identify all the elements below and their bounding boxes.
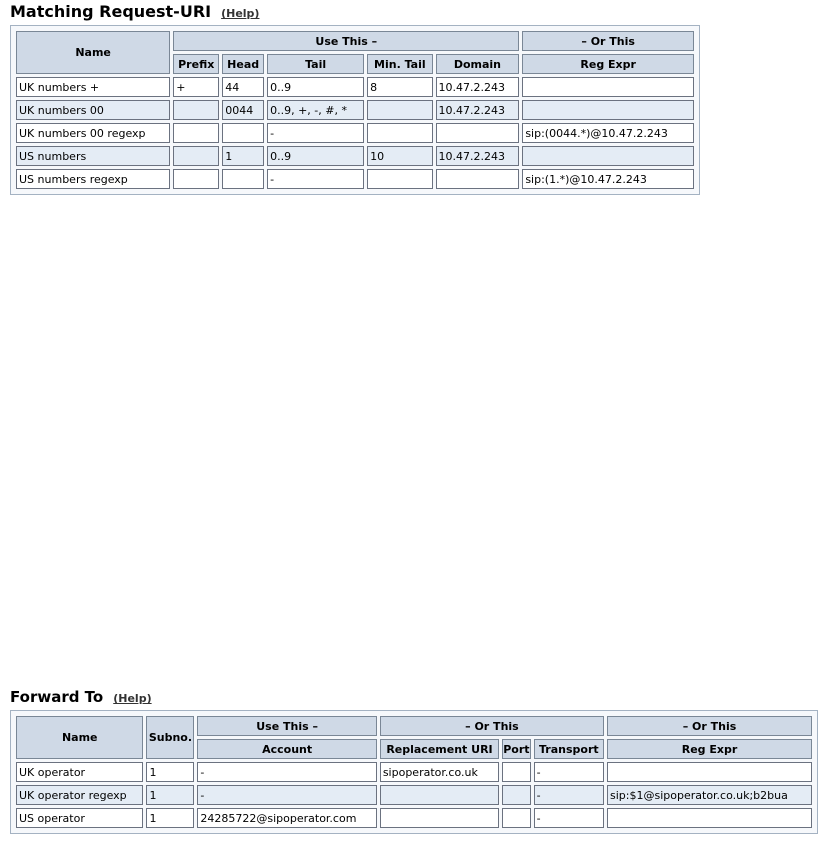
matching-request-uri-section — [10, 2, 700, 195]
table-cell — [607, 808, 812, 828]
name-field[interactable]: US numbers regexp — [16, 169, 170, 189]
table-cell — [222, 100, 264, 120]
table-cell — [197, 808, 376, 828]
table-cell — [607, 762, 812, 782]
account-field[interactable]: 24285722@sipoperator.com — [197, 808, 376, 828]
port-field[interactable] — [502, 762, 531, 782]
table-cell — [502, 785, 531, 805]
account-field[interactable]: - — [197, 762, 376, 782]
domain-field[interactable] — [436, 169, 520, 189]
domain-field[interactable] — [436, 123, 520, 143]
name-field[interactable]: UK numbers + — [16, 77, 170, 97]
table-cell — [267, 169, 364, 189]
table-cell — [146, 762, 194, 782]
account-field[interactable]: - — [197, 785, 376, 805]
table-cell — [380, 785, 499, 805]
table-cell — [522, 169, 694, 189]
table-cell — [367, 169, 432, 189]
table-cell — [222, 123, 264, 143]
name-field[interactable]: UK numbers 00 — [16, 100, 170, 120]
table-cell — [197, 762, 376, 782]
table-cell — [267, 146, 364, 166]
transport-field[interactable]: - — [534, 762, 604, 782]
matching-help-link[interactable]: (Help) — [221, 7, 260, 20]
table-cell — [367, 100, 432, 120]
min-tail-field[interactable]: 8 — [367, 77, 432, 97]
name-field[interactable]: US operator — [16, 808, 143, 828]
min-tail-field[interactable]: 10 — [367, 146, 432, 166]
table-cell — [436, 77, 520, 97]
tail-field[interactable]: 0..9 — [267, 146, 364, 166]
table-cell — [16, 785, 143, 805]
table-cell — [222, 169, 264, 189]
header-or-this-regexp: – Or This — [607, 716, 812, 736]
name-field[interactable]: UK operator — [16, 762, 143, 782]
table-cell — [367, 146, 432, 166]
table-cell — [146, 808, 194, 828]
table-row — [16, 77, 694, 97]
header-replacement-uri: Replacement URI — [380, 739, 499, 759]
table-cell — [534, 808, 604, 828]
table-cell — [16, 100, 170, 120]
table-cell — [534, 762, 604, 782]
table-cell — [367, 77, 432, 97]
table-cell — [436, 100, 520, 120]
table-cell — [16, 123, 170, 143]
header-head: Head — [222, 54, 264, 74]
table-cell — [16, 762, 143, 782]
min-tail-field[interactable] — [367, 169, 432, 189]
table-cell — [173, 169, 219, 189]
table-cell — [267, 77, 364, 97]
reg-expr-field[interactable]: sip:(0044.*)@10.47.2.243 — [522, 123, 694, 143]
port-field[interactable] — [502, 808, 531, 828]
table-cell — [522, 77, 694, 97]
table-cell — [16, 146, 170, 166]
forward-table — [13, 713, 815, 831]
reg-expr-field[interactable] — [522, 146, 694, 166]
tail-field[interactable]: - — [267, 169, 364, 189]
table-cell — [197, 785, 376, 805]
table-row — [16, 169, 694, 189]
table-cell — [502, 762, 531, 782]
replacement-uri-field[interactable] — [380, 785, 499, 805]
subno-field[interactable]: 1 — [146, 762, 194, 782]
reg-expr-field[interactable] — [522, 77, 694, 97]
tail-field[interactable]: 0..9, +, -, #, * — [267, 100, 364, 120]
table-cell — [16, 169, 170, 189]
table-cell — [173, 100, 219, 120]
table-cell — [16, 77, 170, 97]
min-tail-field[interactable] — [367, 123, 432, 143]
table-cell — [367, 123, 432, 143]
header-domain: Domain — [436, 54, 520, 74]
table-cell — [436, 146, 520, 166]
port-field[interactable] — [502, 785, 531, 805]
forward-table-frame — [10, 710, 818, 834]
head-field[interactable]: 44 — [222, 77, 264, 97]
name-field[interactable]: UK numbers 00 regexp — [16, 123, 170, 143]
table-cell — [267, 123, 364, 143]
table-cell — [607, 785, 812, 805]
reg-expr-field[interactable]: sip:(1.*)@10.47.2.243 — [522, 169, 694, 189]
min-tail-field[interactable] — [367, 100, 432, 120]
table-cell — [146, 785, 194, 805]
matching-request-uri-title — [10, 2, 700, 22]
table-row — [16, 762, 812, 782]
header-use-this: Use This – — [173, 31, 519, 51]
subno-field[interactable]: 1 — [146, 808, 194, 828]
table-cell — [380, 808, 499, 828]
forward-to-section — [10, 687, 818, 834]
tail-field[interactable]: - — [267, 123, 364, 143]
replacement-uri-field[interactable] — [380, 808, 499, 828]
header-min-tail: Min. Tail — [367, 54, 432, 74]
transport-field[interactable]: - — [534, 785, 604, 805]
head-field[interactable] — [222, 123, 264, 143]
domain-field[interactable]: 10.47.2.243 — [436, 100, 520, 120]
reg-expr-field[interactable]: sip:$1@sipoperator.co.uk;b2bua — [607, 785, 812, 805]
header-reg-expr: Reg Expr — [522, 54, 694, 74]
table-cell — [534, 785, 604, 805]
forward-help-link[interactable]: (Help) — [113, 692, 152, 705]
table-cell — [222, 77, 264, 97]
domain-field[interactable]: 10.47.2.243 — [436, 146, 520, 166]
head-field[interactable]: 0044 — [222, 100, 264, 120]
header-or-this: – Or This — [522, 31, 694, 51]
reg-expr-field[interactable] — [522, 100, 694, 120]
forward-to-title — [10, 687, 818, 707]
table-cell — [173, 123, 219, 143]
header-name: Name — [16, 31, 170, 74]
table-cell — [522, 146, 694, 166]
table-row — [16, 785, 812, 805]
table-cell — [380, 762, 499, 782]
name-field[interactable]: US numbers — [16, 146, 170, 166]
reg-expr-field[interactable] — [607, 762, 812, 782]
reg-expr-field[interactable] — [607, 808, 812, 828]
header-transport: Transport — [534, 739, 604, 759]
header-or-this: – Or This — [380, 716, 604, 736]
table-cell — [267, 100, 364, 120]
section-title-text: Matching Request-URI — [10, 2, 212, 21]
matching-table — [13, 28, 697, 192]
table-cell — [16, 808, 143, 828]
prefix-field[interactable] — [173, 100, 219, 120]
table-row — [16, 123, 694, 143]
tail-field[interactable]: 0..9 — [267, 77, 364, 97]
prefix-field[interactable] — [173, 169, 219, 189]
header-prefix: Prefix — [173, 54, 219, 74]
table-cell — [502, 808, 531, 828]
domain-field[interactable]: 10.47.2.243 — [436, 77, 520, 97]
header-reg-expr: Reg Expr — [607, 739, 812, 759]
header-subno: Subno. — [146, 716, 194, 759]
table-row — [16, 146, 694, 166]
header-port: Port — [502, 739, 531, 759]
table-cell — [436, 169, 520, 189]
table-cell — [522, 123, 694, 143]
table-cell — [173, 146, 219, 166]
table-cell — [436, 123, 520, 143]
prefix-field[interactable] — [173, 146, 219, 166]
table-row — [16, 100, 694, 120]
header-name: Name — [16, 716, 143, 759]
matching-table-frame — [10, 25, 700, 195]
prefix-field[interactable]: + — [173, 77, 219, 97]
head-field[interactable]: 1 — [222, 146, 264, 166]
section-title-text: Forward To — [10, 688, 104, 706]
table-cell — [173, 77, 219, 97]
header-use-this: Use This – — [197, 716, 376, 736]
table-cell — [522, 100, 694, 120]
name-field[interactable]: UK operator regexp — [16, 785, 143, 805]
subno-field[interactable]: 1 — [146, 785, 194, 805]
header-tail: Tail — [267, 54, 364, 74]
table-row — [16, 808, 812, 828]
replacement-uri-field[interactable]: sipoperator.co.uk — [380, 762, 499, 782]
prefix-field[interactable] — [173, 123, 219, 143]
header-account: Account — [197, 739, 376, 759]
head-field[interactable] — [222, 169, 264, 189]
transport-field[interactable]: - — [534, 808, 604, 828]
table-cell — [222, 146, 264, 166]
